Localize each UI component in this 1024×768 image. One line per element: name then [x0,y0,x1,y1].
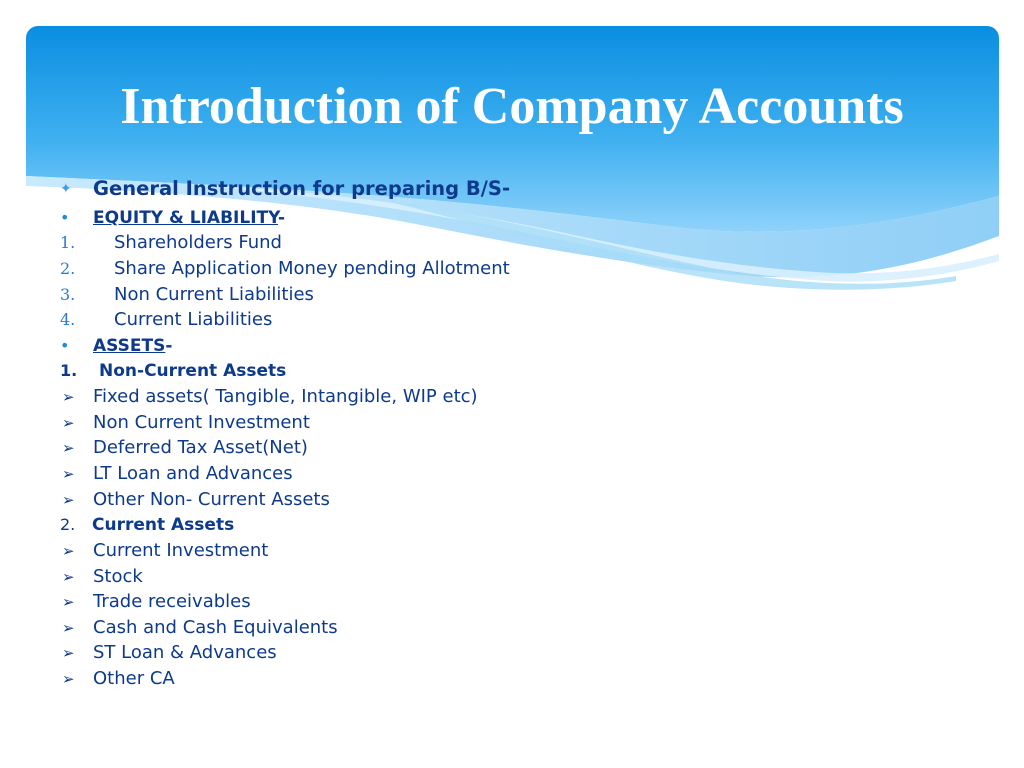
arrow-bullet-icon: ➢ [62,568,75,586]
arrow-bullet-icon: ➢ [62,619,75,637]
list-item-text: Trade receivables [93,591,251,612]
list-number: 4. [60,310,76,329]
list-item-text: Cash and Cash Equivalents [93,617,338,638]
list-item-text: Current Liabilities [114,309,273,330]
list-number: 3. [60,285,76,304]
arrow-bullet-icon: ➢ [62,670,75,688]
star-bullet-icon: ✦ [60,181,72,197]
list-item-text: Share Application Money pending Allotment [114,258,510,279]
bullet-icon: • [60,336,70,355]
list-item-text: ST Loan & Advances [93,642,277,663]
section-heading: General Instruction for preparing B/S- [93,177,511,200]
arrow-bullet-icon: ➢ [62,414,75,432]
current-assets-label: Current Assets [92,515,235,535]
arrow-bullet-icon: ➢ [62,593,75,611]
list-number: 1. [60,233,76,252]
non-current-assets-label: Non-Current Assets [99,361,287,381]
bullet-icon: • [60,208,70,227]
assets-label: ASSETS- [93,336,173,356]
list-number: 2. [60,515,76,534]
list-item-text: Shareholders Fund [114,232,282,253]
list-item-text: Deferred Tax Asset(Net) [93,437,308,458]
list-item-text: Other Non- Current Assets [93,489,330,510]
list-item-text: Non Current Investment [93,412,310,433]
list-number: 1. [60,361,78,380]
arrow-bullet-icon: ➢ [62,465,75,483]
arrow-bullet-icon: ➢ [62,491,75,509]
list-item-text: LT Loan and Advances [93,463,293,484]
list-item-text: Other CA [93,668,175,689]
list-item-text: Stock [93,566,143,587]
list-item-text: Fixed assets( Tangible, Intangible, WIP etc) [93,386,478,407]
arrow-bullet-icon: ➢ [62,542,75,560]
equity-liability-label: EQUITY & LIABILITY- [93,208,285,228]
arrow-bullet-icon: ➢ [62,644,75,662]
arrow-bullet-icon: ➢ [62,439,75,457]
list-item-text: Current Investment [93,540,269,561]
arrow-bullet-icon: ➢ [62,388,75,406]
slide-title: Introduction of Company Accounts [120,78,904,135]
list-number: 2. [60,259,76,278]
list-item-text: Non Current Liabilities [114,284,314,305]
